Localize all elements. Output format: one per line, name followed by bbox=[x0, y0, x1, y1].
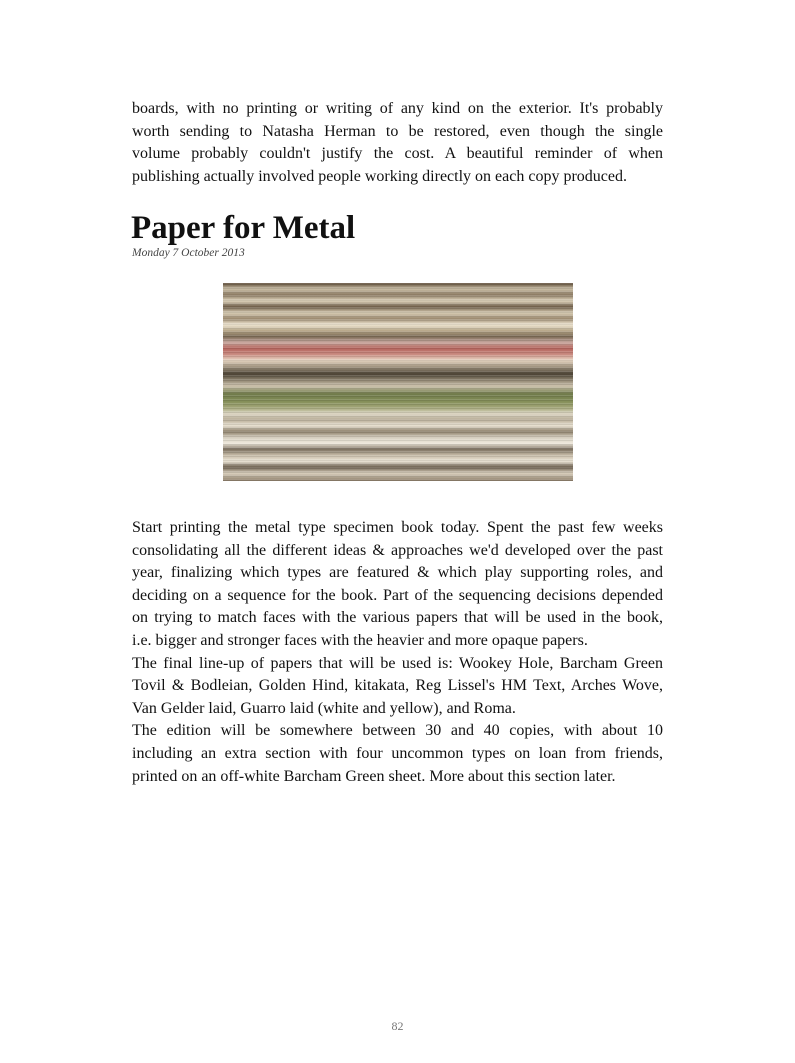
post-title: Paper for Metal bbox=[131, 210, 356, 246]
paper-stack-photo bbox=[223, 283, 573, 481]
text-line: i.e. bigger and stronger faces with the heavier and more opaque papers. bbox=[132, 631, 588, 649]
text-line: boards, with no printing or writing of any kind on the exterior. It's probably bbox=[132, 100, 663, 117]
text-line: consolidating all the different ideas & approaches we'd developed over the past bbox=[132, 541, 663, 559]
text-line: volume probably couldn't justify the cost. A beautiful reminder of when bbox=[132, 145, 663, 163]
text-line: publishing actually involved people working directly on each copy produced. bbox=[132, 167, 627, 185]
text-line: The final line-up of papers that will be used is: Wookey Hole, Barcham Green bbox=[132, 654, 663, 672]
post-date: Monday 7 October 2013 bbox=[132, 247, 245, 259]
paragraph bbox=[132, 653, 663, 721]
page-number: 82 bbox=[391, 1019, 404, 1033]
intro-paragraph bbox=[132, 98, 663, 188]
text-line: Tovil & Bodleian, Golden Hind, kitakata, Reg Lissel's HM Text, Arches Wove, bbox=[132, 677, 663, 695]
text-line: The edition will be somewhere between 30 and 40 copies, with about 10 bbox=[132, 722, 663, 740]
text-line: worth sending to Natasha Herman to be restored, even though the single bbox=[132, 122, 663, 140]
post-body bbox=[132, 517, 663, 788]
text-line: including an extra section with four uncommon types on loan from friends, bbox=[132, 744, 663, 762]
paragraph bbox=[132, 720, 663, 788]
paragraph bbox=[132, 517, 663, 653]
text-line: Start printing the metal type specimen book today. Spent the past few weeks bbox=[132, 519, 663, 536]
text-line: Van Gelder laid, Guarro laid (white and yellow), and Roma. bbox=[132, 699, 516, 717]
text-line: deciding on a sequence for the book. Part of the sequencing decisions depended bbox=[132, 586, 663, 604]
text-line: on trying to match faces with the various papers that will be used in the book, bbox=[132, 609, 663, 627]
text-line: year, finalizing which types are featured & which play supporting roles, and bbox=[132, 564, 663, 582]
text-line: printed on an off-white Barcham Green sheet. More about this section later. bbox=[132, 767, 616, 785]
